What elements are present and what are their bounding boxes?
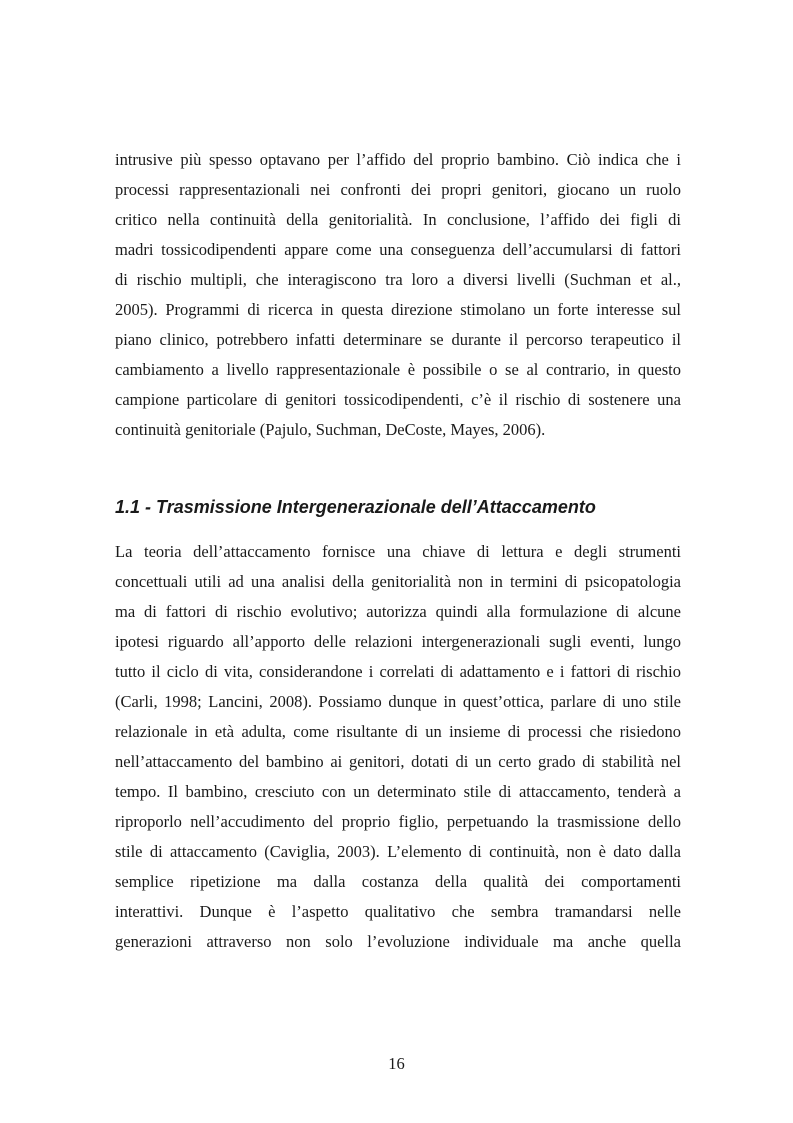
text-line: di rischio multipli, che interagiscono tra loro a diversi livelli (Suchman et al., [115,270,681,289]
text-line: intrusive più spesso optavano per l’affido del proprio bambino. Ciò indica che i [115,150,681,169]
text-line: 2005). Programmi di ricerca in questa direzione stimolano un forte interesse sul [115,300,681,319]
text-line: campione particolare di genitori tossicodipendenti, c’è il rischio di sostenere una [115,390,681,409]
text-line: critico nella continuità della genitorialità. In conclusione, l’affido dei figli di [115,210,681,229]
text-line: semplice ripetizione ma dalla costanza della qualità dei comportamenti [115,872,681,891]
text-line: La teoria dell’attaccamento fornisce una chiave di lettura e degli strumenti [115,542,681,561]
section-heading: 1.1 - Trasmissione Intergenerazionale dell’Attaccamento [115,497,596,517]
text-line: riproporlo nell’accudimento del proprio figlio, perpetuando la trasmissione dello [115,812,681,831]
text-line: nell’attaccamento del bambino ai genitori, dotati di un certo grado di stabilità nel [115,752,681,771]
text-line: processi rappresentazionali nei confronti dei propri genitori, giocano un ruolo [115,180,681,199]
text-line: (Carli, 1998; Lancini, 2008). Possiamo dunque in quest’ottica, parlare di uno stile [115,692,681,711]
text-line: piano clinico, potrebbero infatti determinare se durante il percorso terapeutico il [115,330,681,349]
page-number: 16 [388,1054,405,1073]
text-line: relazionale in età adulta, come risultante di un insieme di processi che risiedono [115,722,681,741]
text-line: cambiamento a livello rappresentazionale è possibile o se al contrario, in questo [115,360,681,379]
text-line: tempo. Il bambino, cresciuto con un determinato stile di attaccamento, tenderà a [115,782,681,801]
text-line: ipotesi riguardo all’apporto delle relazioni intergenerazionali sugli eventi, lungo [115,632,681,651]
text-line: continuità genitoriale (Pajulo, Suchman, DeCoste, Mayes, 2006). [115,420,546,439]
text-line: concettuali utili ad una analisi della genitorialità non in termini di psicopatologia [115,572,681,591]
text-line: stile di attaccamento (Caviglia, 2003). L’elemento di continuità, non è dato dalla [115,842,681,861]
text-line: tutto il ciclo di vita, considerandone i correlati di adattamento e i fattori di rischio [115,662,681,681]
text-line: madri tossicodipendenti appare come una conseguenza dell’accumularsi di fattori [115,240,681,259]
text-line: ma di fattori di rischio evolutivo; autorizza quindi alla formulazione di alcune [115,602,681,621]
text-line: generazioni attraverso non solo l’evoluzione individuale ma anche quella [115,932,681,951]
text-line: interattivi. Dunque è l’aspetto qualitativo che sembra tramandarsi nelle [115,902,681,921]
